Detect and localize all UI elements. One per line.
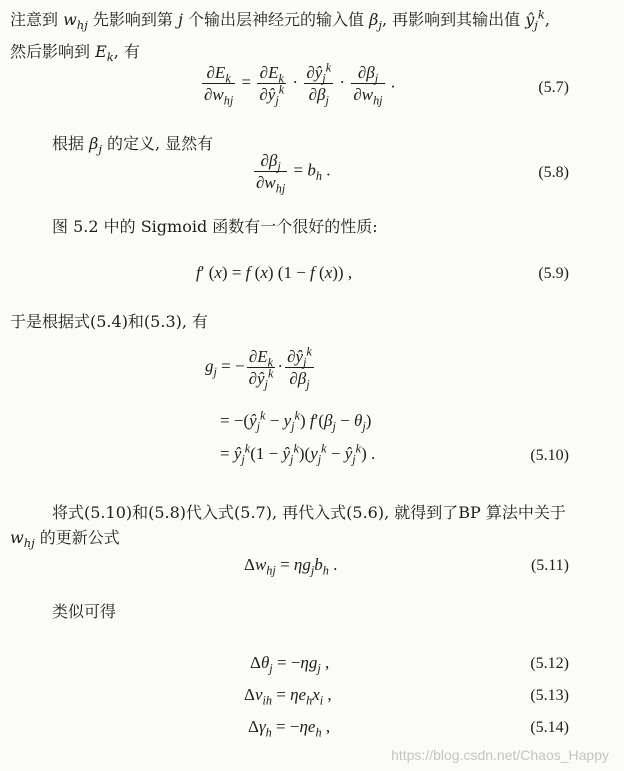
paragraph-sigmoid: 图 5.2 中的 Sigmoid 函数有一个很好的性质: xyxy=(52,217,378,236)
equation-5-10-line-2: = $-(ŷ_j^k - y_j^k) f'(\beta_j - \theta_j)$ xyxy=(220,408,372,434)
watermark-url: https://blog.csdn.net/Chaos_Happy xyxy=(391,747,609,763)
equation-5-8: $\frac{\partial\beta_j}{\partial w_{hj}}$ = $b_h$ . xyxy=(256,151,331,196)
equation-number-5-8: (5.8) xyxy=(538,164,569,181)
equation-number-5-10: (5.10) xyxy=(530,447,569,464)
paragraph-5-11-line-1: 将式(5.10)和(5.8)代入式(5.7), 再代入式(5.6), 就得到了BP 算法中关于 xyxy=(52,503,566,522)
equation-number-5-9: (5.9) xyxy=(538,265,569,282)
paragraph-similar: 类似可得 xyxy=(52,602,117,621)
paragraph-beta-definition: 根据 $\beta_j$ 的定义, 显然有 xyxy=(52,134,214,157)
paragraph-5-11-line-2: $w_{hj}$ 的更新公式 xyxy=(10,528,120,551)
equation-5-10-line-1: $g_j$ = − $\frac{\partial E_k}{\partial ŷ_j^k}$ · $\frac{\partial ŷ_j^k}{\partial\beta_j}$ xyxy=(205,344,312,392)
equation-number-5-7: (5.7) xyxy=(538,79,569,96)
equation-5-14: $\Delta\gamma_h = -\eta e_h$ , xyxy=(248,717,331,740)
equation-5-9: f′ (x) = f (x) (1 − f (x)) , xyxy=(196,263,353,282)
equation-number-5-14: (5.14) xyxy=(530,719,569,736)
equation-5-10-line-3: = $ŷ_j^k(1$ − $ŷ_j^k)(y_j^k$ − $ŷ_j^k$) . xyxy=(220,441,376,467)
equation-5-13: $\Delta v_{ih} = \eta e_hx_i$ , xyxy=(244,685,332,708)
equation-number-5-12: (5.12) xyxy=(530,655,569,672)
equation-5-7: $\frac{\partial E_k}{\partial w_{hj}}$ = $\frac{\partial E_k}{\partial ŷ_j^k}$ · $\frac{\partial ŷ_j^k}{\partial\beta_j}$ · $\frac{\partial\beta_j}{\partial w_{hj}}$ . xyxy=(204,60,396,108)
paragraph-5-10-intro: 于是根据式(5.4)和(5.3), 有 xyxy=(10,312,209,331)
equation-number-5-11: (5.11) xyxy=(530,557,569,574)
equation-number-5-13: (5.13) xyxy=(530,687,569,704)
equation-5-12: $\Delta\theta_j = -\eta g_j$ , xyxy=(250,653,330,676)
intro-line-1: 注意到 $w_{hj}$ 先影响到第 j 个输出层神经元的输入值 $\beta_j$, 再影响到其输出值 $ŷ_j^k$, xyxy=(10,7,550,33)
intro-line-2: 然后影响到 $E_k$, 有 xyxy=(10,42,140,65)
equation-5-11: $\Delta w_{hj} = \eta g_jb_h$ . xyxy=(244,555,338,578)
